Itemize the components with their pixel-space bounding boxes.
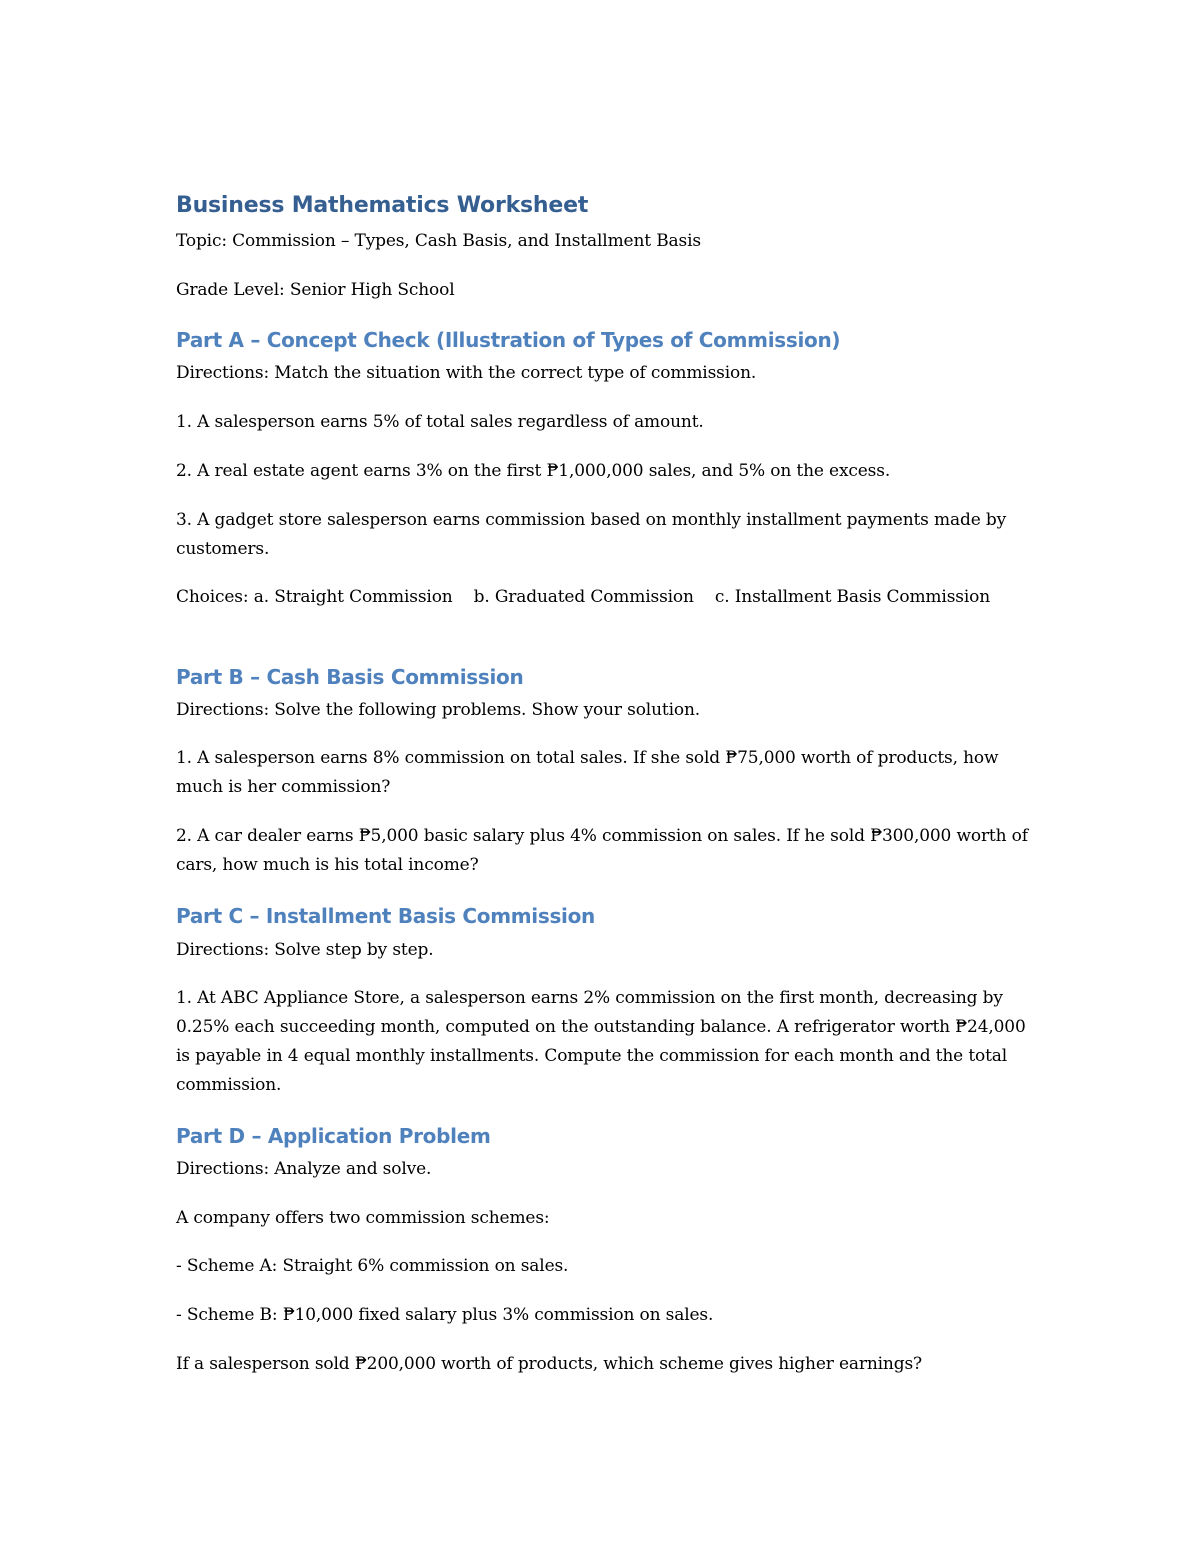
part-d-directions: Directions: Analyze and solve. — [176, 1159, 432, 1179]
grade-level-line: Grade Level: Senior High School — [176, 280, 455, 300]
part-b-heading: Part B – Cash Basis Commission — [176, 665, 524, 689]
part-a-directions: Directions: Match the situation with the correct type of commission. — [176, 363, 757, 383]
part-a-item-1: 1. A salesperson earns 5% of total sales regardless of amount. — [176, 412, 704, 432]
part-d-scheme-a: - Scheme A: Straight 6% commission on sales. — [176, 1256, 569, 1276]
part-a-item-3: 3. A gadget store salesperson earns commission based on monthly installment payments made by customers. — [176, 510, 1007, 559]
part-d-heading: Part D – Application Problem — [176, 1124, 491, 1148]
part-a-choices: Choices: a. Straight Commission b. Graduated Commission c. Installment Basis Commission — [176, 587, 991, 607]
topic-line: Topic: Commission – Types, Cash Basis, and Installment Basis — [176, 231, 701, 251]
part-b-directions: Directions: Solve the following problems. Show your solution. — [176, 700, 701, 720]
part-c-directions: Directions: Solve step by step. — [176, 940, 434, 960]
part-d-scheme-b: - Scheme B: ₱10,000 fixed salary plus 3% commission on sales. — [176, 1305, 714, 1325]
part-d-intro: A company offers two commission schemes: — [176, 1208, 550, 1228]
part-b-item-1: 1. A salesperson earns 8% commission on total sales. If she sold ₱75,000 worth of products, how much is her commission? — [176, 748, 999, 797]
part-a-item-2: 2. A real estate agent earns 3% on the first ₱1,000,000 sales, and 5% on the excess. — [176, 461, 891, 481]
part-a-heading: Part A – Concept Check (Illustration of Types of Commission) — [176, 328, 841, 352]
part-c-heading: Part C – Installment Basis Commission — [176, 904, 595, 928]
part-d-question: If a salesperson sold ₱200,000 worth of products, which scheme gives higher earnings? — [176, 1354, 922, 1374]
part-b-item-2: 2. A car dealer earns ₱5,000 basic salary plus 4% commission on sales. If he sold ₱300,000 worth of cars, how much is his total income? — [176, 826, 1028, 875]
part-c-item-1: 1. At ABC Appliance Store, a salesperson earns 2% commission on the first month, decreasing by 0.25% each succeeding month, computed on the outstanding balance. A refrigerator worth ₱24,000 is payable in 4 equal monthly installments. Compute the commission for each month and the total commission. — [176, 988, 1026, 1095]
worksheet-title: Business Mathematics Worksheet — [176, 193, 589, 218]
